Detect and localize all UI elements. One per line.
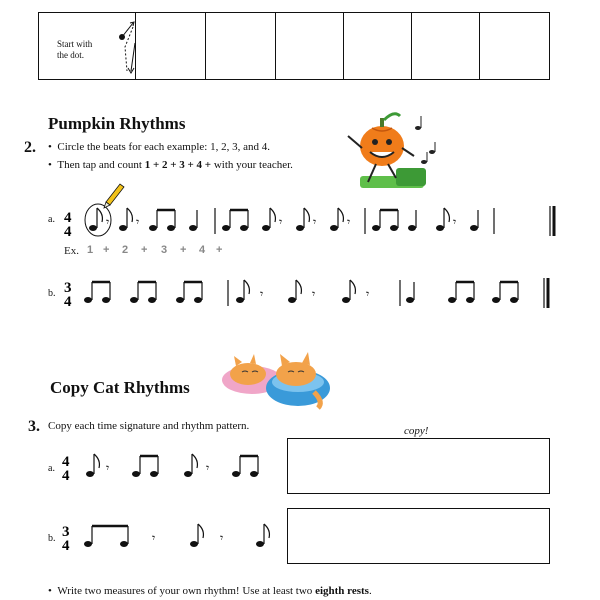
pumpkin-title: Pumpkin Rhythms (48, 114, 186, 133)
quarter-note (189, 210, 197, 231)
eighth-rest: 𝄾 (366, 287, 370, 301)
count-plus: + (141, 244, 148, 256)
beamed-eighths (492, 282, 518, 303)
quarter-note (470, 210, 478, 231)
beamed-eighths (222, 210, 248, 231)
eighth-note (236, 280, 249, 303)
grid-cell[interactable] (411, 13, 412, 79)
rhythm-row-a (60, 176, 560, 246)
pumpkin-bullet-1: • Circle the beats for each example: 1, 2, 3, and 4. (48, 141, 270, 153)
eighth-rest: 𝄾 (152, 531, 156, 545)
time-sig-bottom: 4 (62, 468, 70, 484)
count-2: 2 (122, 244, 129, 256)
start-label: Start with the dot. (57, 39, 93, 60)
eighth-rest: 𝄾 (220, 531, 224, 545)
copy-rhythm-b (60, 512, 280, 562)
count-3: 3 (161, 244, 168, 256)
copy-rhythm-a (60, 442, 280, 492)
own-rhythm-instruction: • Write two measures of your own rhythm! Use at least two eighth rests. (48, 585, 372, 597)
time-sig-bottom: 4 (62, 538, 70, 554)
quarter-note (408, 210, 416, 231)
row-b-label: b. (48, 288, 56, 299)
count-plus: + (103, 244, 110, 256)
rhythm-row-b (60, 262, 560, 322)
eighth-rest: 𝄾 (106, 461, 110, 475)
tracing-grid (38, 12, 550, 80)
eighth-rest: 𝄾 (206, 461, 210, 475)
eighth-note (330, 208, 343, 231)
eighth-note (256, 524, 269, 547)
copy-row-b-label: b. (48, 533, 56, 544)
eighth-rest: 𝄾 (260, 287, 264, 301)
time-sig-top: 4 (62, 454, 70, 470)
time-sig-top: 3 (64, 280, 72, 296)
example-prefix: Ex. (64, 245, 79, 257)
time-sig-top: 4 (64, 210, 72, 226)
eighth-note (190, 524, 203, 547)
eighth-rest: 𝄾 (453, 215, 457, 229)
beamed-eighths (149, 210, 175, 231)
count-plus: + (216, 244, 223, 256)
row-a-label: a. (48, 214, 55, 225)
beamed-eighths (372, 210, 398, 231)
count-1: 1 (87, 244, 94, 256)
beamed-eighths (232, 456, 258, 477)
eighth-note (119, 208, 132, 231)
beamed-eighths (448, 282, 474, 303)
eighth-note (89, 208, 102, 231)
pumpkin-bullet-2: • Then tap and count 1 + 2 + 3 + 4 + with your teacher. (48, 159, 293, 171)
eighth-note (436, 208, 449, 231)
beamed-eighths (176, 282, 202, 303)
section-3-number: 3. (28, 418, 40, 435)
trace-example-icon (115, 13, 139, 79)
copycat-title: Copy Cat Rhythms (50, 378, 190, 397)
eighth-rest: 𝄾 (347, 215, 351, 229)
pencil-icon (104, 184, 124, 208)
grid-cell[interactable] (205, 13, 206, 79)
section-2-number: 2. (24, 139, 36, 156)
eighth-note (288, 280, 301, 303)
cats-illustration (218, 348, 334, 410)
beamed-eighths (84, 526, 128, 547)
copy-label: copy! (404, 425, 429, 437)
time-sig-bottom: 4 (64, 294, 72, 310)
beamed-eighths (132, 456, 158, 477)
eighth-rest: 𝄾 (313, 215, 317, 229)
count-4: 4 (199, 244, 206, 256)
beamed-eighths (84, 282, 110, 303)
quarter-note (406, 282, 414, 303)
time-sig-bottom: 4 (64, 224, 72, 240)
copycat-instruction: Copy each time signature and rhythm pattern. (48, 420, 250, 432)
beamed-eighths (130, 282, 156, 303)
eighth-note (342, 280, 355, 303)
copy-box-a[interactable] (287, 438, 550, 494)
eighth-note (86, 454, 99, 477)
grid-cell[interactable] (275, 13, 276, 79)
eighth-rest: 𝄾 (106, 215, 110, 229)
count-plus: + (180, 244, 187, 256)
copy-box-b[interactable] (287, 508, 550, 564)
copy-row-a-label: a. (48, 463, 55, 474)
eighth-rest: 𝄾 (136, 215, 140, 229)
eighth-rest: 𝄾 (279, 215, 283, 229)
eighth-rest: 𝄾 (312, 287, 316, 301)
grid-cell[interactable] (343, 13, 344, 79)
eighth-note (184, 454, 197, 477)
grid-cell[interactable] (479, 13, 480, 79)
eighth-note (296, 208, 309, 231)
eighth-note (262, 208, 275, 231)
time-sig-top: 3 (62, 524, 70, 540)
